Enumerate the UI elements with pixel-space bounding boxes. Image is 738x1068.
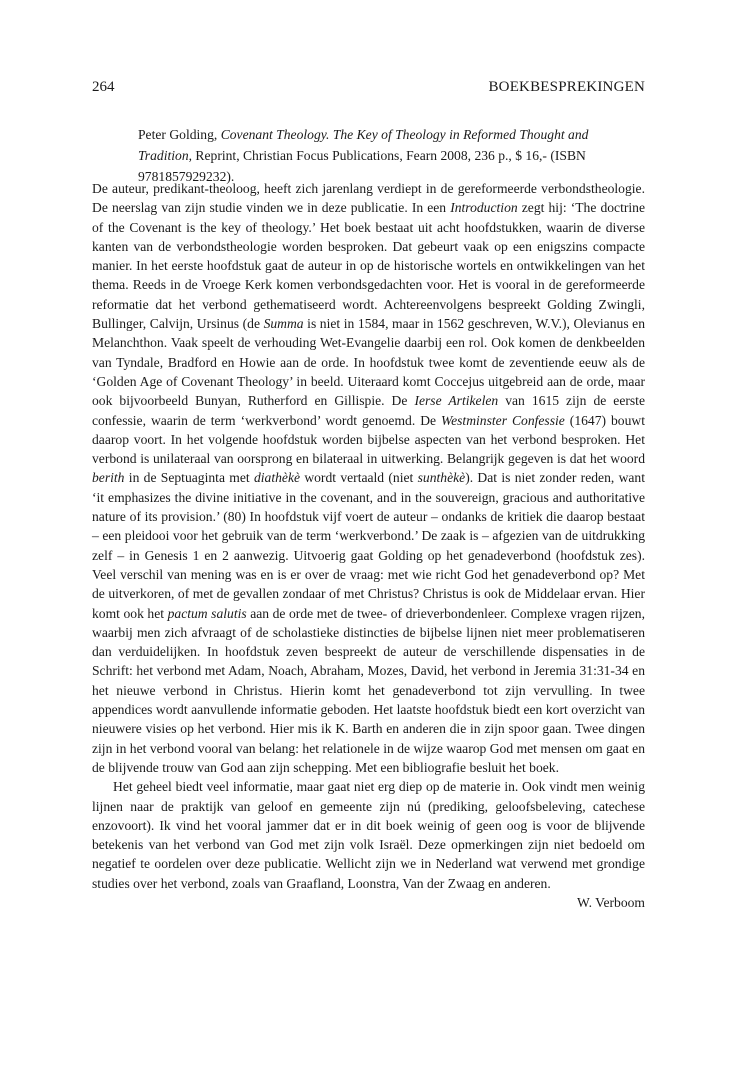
italic-term: berith xyxy=(92,470,125,486)
review-paragraph-1 xyxy=(92,179,645,777)
text-run: wordt vertaald (niet xyxy=(300,470,418,486)
italic-term: Ierse Artikelen xyxy=(414,393,499,409)
review-paragraph-2: Het geheel biedt veel informatie, maar gaat niet erg diep op de materie in. Ook vindt men weinig lijnen naar de praktijk van geloof en gemeente zijn nú (prediking, geloofsbeleving, catechese enzovoort). Ik vind het vooral jammer dat er in dit boek weinig of geen oog is voor de blijvende betekenis van het verbond van God met zijn volk Israël. Deze opmerkingen zijn niet bedoeld om negatief te oordelen over deze publicatie. Wellicht zijn we in Nederland wat verwend met grondige studies over het verbond, zoals van Graafland, Loonstra, Van der Zwaag en anderen. xyxy=(92,779,645,891)
reviewer-signature: W. Verboom xyxy=(577,894,645,910)
citation-author: Peter Golding, xyxy=(138,127,221,142)
text-run: is niet in 1584, maar in 1562 geschreven, W.V.), Olevianus en Melanchthon. Vaak speelt de verhouding Wet-Evangelie daarbij een rol. Ook komen de denkbeelden van Tyndale, Bradford en Howie aan de orde. In hoofdstuk twee komt de zeventiende eeuw als de ‘Golden Age of Covenant Theology’ in beeld. Uiteraard komt Coccejus uitgebreid aan de orde, maar ook bijvoorbeeld Bunyan, Rutherford en Gillispie. De xyxy=(92,316,646,409)
review-body xyxy=(92,179,645,912)
citation-title: Covenant Theology. The Key of Theology in Reformed Thought and Tradition xyxy=(138,127,589,163)
text-run: (1647) bouwt daarop voort. In het volgende hoofdstuk worden bijbelse aspecten van het verbond besproken. Het verbond is unilateraal van oorsprong en bilateraal in uitwerking. Belangrijk gegeven is dat het woord xyxy=(92,412,645,467)
text-run: zegt hij: ‘The doctrine of the Covenant is the key of theology.’ Het boek bestaat uit acht hoofdstukken, waarin de diverse kanten van de verbondstheologie worden besproken. Dat gebeurt vaak op een enigszins compacte manier. In het eerste hoofdstuk gaat de auteur in op de historische wortels en ontwikkelingen van het thema. Reeds in de Vroege Kerk komen verbondsgedachten voor. Het is vooral in de gereformeerde reformatie dat het verbond gethematiseerd wordt. Achtereenvolgens bespreekt Golding Zwingli, Bullinger, Calvijn, Ursinus (de xyxy=(92,200,645,332)
text-run: aan de orde met de twee- of drieverbondenleer. Complexe vragen rijzen, waarbij men zich afvraagt of de scholastieke distincties de bijbelse lijnen niet meer problematiseren dan verduidelijken. In hoofdstuk zeven bespreekt de auteur de verschillende dispensaties in de Schrift: het verbond met Adam, Noach, Abraham, Mozes, David, het verbond in Jeremia 31:31-34 en het nieuwe verbond in Christus. Hierin komt het genadeverbond tot zijn vervulling. In twee appendices wordt aanvullende informatie geboden. Het laatste hoofdstuk biedt een kort overzicht van nieuwere visies op het verbond. Hier mis ik K. Barth en anderen die in zijn spoor gaan. Twee dingen zijn in het verbond vooral van belang: het relationele in de wijze waarop God met mensen om gaat en de blijvende trouw van God aan zijn schepping. Met een bibliografie besluit het boek. xyxy=(92,605,645,775)
italic-term: Introduction xyxy=(450,200,518,216)
text-run: in de Septuaginta met xyxy=(124,470,254,486)
italic-term: sunthèkè xyxy=(417,470,466,486)
page-header xyxy=(92,79,645,99)
italic-term: Westminster Confessie xyxy=(441,412,565,428)
italic-term: Summa xyxy=(263,316,304,332)
italic-term: pactum salutis xyxy=(167,605,247,621)
text-run: van 1615 zijn de eerste confessie, waarin de term ‘werkverbond’ wordt genoemd. De xyxy=(92,393,645,428)
running-title: BOEKBESPREKINGEN xyxy=(488,79,645,95)
text-run: ). Dat is niet zonder reden, want ‘it emphasizes the divine initiative in the covenant, and in the souvereign, gracious and authoritative nature of its provision.’ (80) In hoofdstuk vijf voert de auteur – ondanks de kritiek die daarop bestaat – een pleidooi voor het gebruik van de term ‘werkverbond.’ De zaak is – afgezien van de uitdrukking zelf – in Genesis 1 en 2 aanwezig. Uitvoerig gaat Golding op het genadeverbond (hoofdstuk zes). Veel verschil van mening was en is er over de vraag: met wie richt God het genadeverbond op? Met de uitverkoren, of met de gevallen zondaar of met Christus? Christus is ook de Middelaar ervan. Hier komt ook het xyxy=(92,470,645,621)
book-citation xyxy=(138,124,645,187)
text-run: De auteur, predikant-theoloog, heeft zich jarenlang verdiept in de gereformeerde verbondstheologie. De neerslag van zijn studie vinden we in deze publicatie. In een xyxy=(92,181,645,216)
citation-publication: , Reprint, Christian Focus Publications, Fearn 2008, 236 p., $ 16,- (ISBN 9781857929232). xyxy=(138,148,586,184)
italic-term: diathèkè xyxy=(253,470,301,486)
page-number: 264 xyxy=(92,79,115,95)
